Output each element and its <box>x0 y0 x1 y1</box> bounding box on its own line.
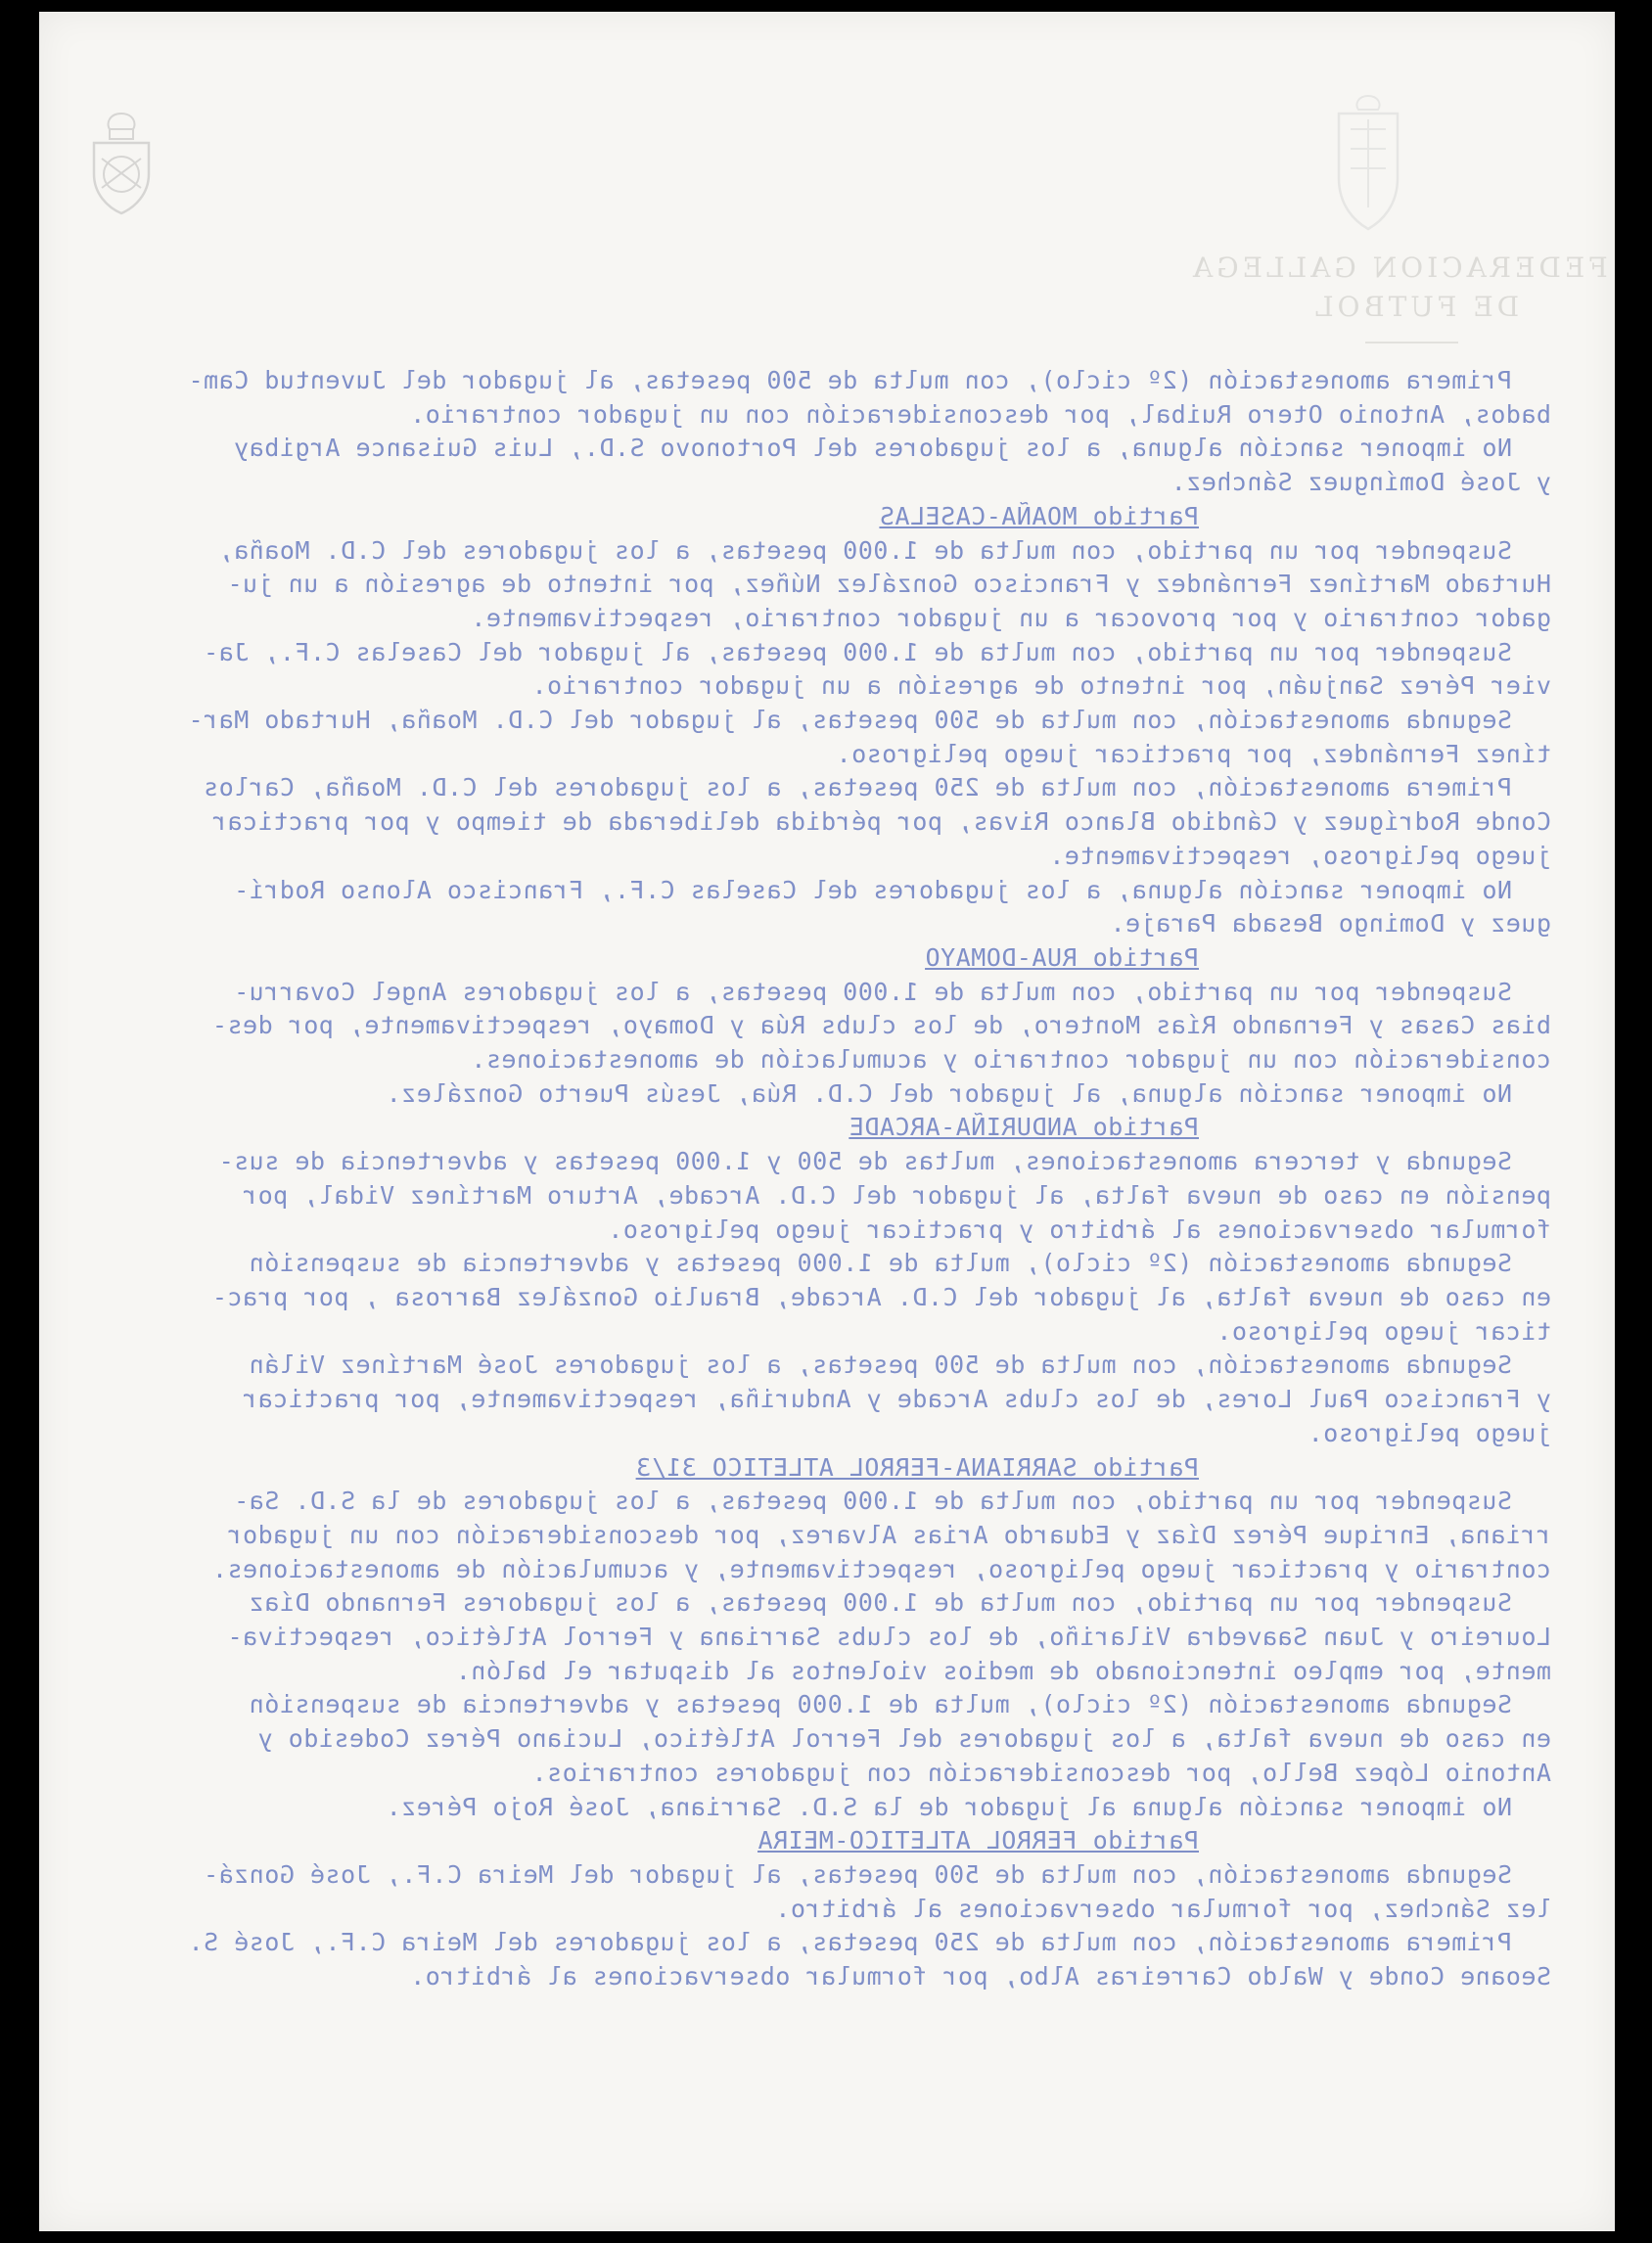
section-heading: Partido ANDURIÑA-ARCADE <box>849 1113 1199 1142</box>
text-line: bados, Antonio Otero Ruibal, por desconsideración con un jugador contrario. <box>409 399 1551 429</box>
text-line: en caso de nueva falta, al jugador del C.D. Arcade, Braulio González Barrosa , por prac- <box>211 1282 1551 1311</box>
text-line: juego peligroso. <box>1308 1418 1551 1447</box>
letterhead-line-2: DE FUTBOL <box>1311 291 1520 323</box>
text-line: rriana, Enrique Pérez Díaz y Eduardo Arias Alvarez, por desconsideración con un jugador <box>227 1520 1551 1549</box>
text-line: Primera amonestación, con multa de 250 pesetas, a los jugadores del Meira C.F., José S. <box>188 1928 1512 1957</box>
text-line: Seoane Conde y Waldo Carreiras Albo, por formular observaciones al árbitro. <box>409 1962 1551 1991</box>
text-line: No imponer sanción alguna, al jugador del C.D. Rúa, Jesús Puerto González. <box>386 1078 1512 1108</box>
binder-hole <box>1630 426 1652 435</box>
letterhead-line-1: FEDERACION GALLEGA <box>1189 252 1608 284</box>
text-line: vier Pérez Sanjuán, por intento de agresión a un jugador contrario. <box>531 671 1551 701</box>
text-line: mente, por empleo intencionado de medios violentos al disputar el balón. <box>455 1656 1551 1685</box>
binder-hole <box>1630 1143 1652 1153</box>
section-heading: Partido RUA-DOMAYO <box>925 942 1199 972</box>
text-line: No imponer sanción alguna, a los jugadores del Portonovo S.D., Luis Guisance Argibay <box>233 434 1512 463</box>
text-line: y José Domínguez Sánchez. <box>1170 468 1551 497</box>
text-line: No imponer sanción alguna, a los jugadores del Caselas C.F., Francisco Alonso Rodrí- <box>233 875 1512 904</box>
paper-sheet <box>39 12 1615 2231</box>
text-line: Segunda amonestación (2º ciclo), multa de 1.000 pesetas y advertencia de suspensión <box>249 1249 1512 1278</box>
show-through-text <box>39 12 1615 2231</box>
text-line: gador contrario y por provocar a un jugador contrario, respectivamente. <box>470 603 1551 632</box>
text-line: Conde Rodríguez y Cándido Blanco Rivas, por pérdida deliberada de tiempo y por practicar <box>211 807 1551 837</box>
section-heading: Partido MOAÑA-CASELAS <box>879 501 1199 530</box>
text-line: pensión en caso de nueva falta, al jugador del C.D. Arcade, Arturo Martínez Vidal, por <box>242 1180 1551 1210</box>
text-line: Segunda amonestación (2º ciclo), multa de 1.000 pesetas y advertencia de suspensión <box>249 1690 1512 1719</box>
text-line: Loureiro y Juan Saavedra Vilariño, de los clubs Sarriana y Ferrol Atlético, respectiva- <box>227 1623 1551 1652</box>
text-line: ticar juego peligroso. <box>1216 1316 1551 1346</box>
binder-hole <box>1630 145 1652 155</box>
text-line: Segunda amonestación, con multa de 500 pesetas, a los jugadores José Martínez Vilán <box>249 1350 1512 1380</box>
text-line: Primera amonestación, con multa de 250 pesetas, a los jugadores del C.D. Moaña, Carlos <box>203 773 1512 802</box>
text-line: Suspender por un partido, con multa de 1.000 pesetas, a los jugadores del C.D. Moaña, <box>218 535 1512 565</box>
text-line: Hurtado Martínez Fernández y Francisco González Núñez, por intento de agresión a un ju- <box>227 570 1551 599</box>
text-line: juego peligroso, respectivamente. <box>1048 841 1551 870</box>
text-line: Suspender por un partido, con multa de 1.000 pesetas, a los jugadores de la S.D. Sa- <box>233 1487 1512 1516</box>
document-body <box>113 364 1551 1994</box>
text-line: consideración con un jugador contrario y acumulación de amonestaciones. <box>470 1045 1551 1075</box>
binder-hole <box>1630 1846 1652 1855</box>
text-line: Suspender por un partido, con multa de 1.000 pesetas, a los jugadores Angel Covarru- <box>233 977 1512 1006</box>
text-line: Antonio López Bello, por desconsideración con jugadores contrarios. <box>531 1758 1551 1787</box>
text-line: y Francisco Paul Lores, de los clubs Arcade y Anduriña, respectivamente, por practicar <box>242 1385 1551 1414</box>
text-line: formular observaciones al árbitro y practicar juego peligroso. <box>607 1214 1551 1244</box>
text-line: Suspender por un partido, con multa de 1.000 pesetas, al jugador del Caselas C.F., Ja- <box>203 637 1512 666</box>
text-line: No imponer sanción alguna al jugador de la S.D. Sarriana, José Rojo Pérez. <box>386 1792 1512 1821</box>
text-line: lez Sánchez, por formular observaciones al árbitro. <box>774 1894 1551 1923</box>
text-line: Suspender por un partido, con multa de 1.000 pesetas, a los jugadores Fernando Díaz <box>249 1588 1512 1618</box>
text-line: Primera amonestación (2º ciclo), con multa de 500 pesetas, al jugador del Juventud Cam- <box>188 366 1512 394</box>
text-line: guez y Domingo Besada Paraje. <box>1110 909 1551 938</box>
text-line: Segunda amonestación, con multa de 500 pesetas, al jugador del C.D. Moaña, Hurtado Mar- <box>188 706 1512 735</box>
text-line: tínez Fernández, por practicar juego peligroso. <box>836 739 1551 768</box>
section-heading: Partido SARRIANA-FERROL ATLETICO 31/3 <box>635 1452 1199 1482</box>
text-line: bias Casas y Fernando Rías Montero, de los clubs Rúa y Domayo, respectivamente, por des- <box>211 1011 1551 1040</box>
text-line: en caso de nueva falta, a los jugadores del Ferrol Atlético, Luciano Pérez Codesido y <box>257 1724 1551 1754</box>
text-line: Segunda amonestación, con multa de 500 pesetas, al jugador del Meira C.F., José Gonzá- <box>203 1859 1512 1889</box>
section-heading: Partido FERROL ATLETICO-MEIRA <box>757 1826 1199 1855</box>
text-line: Segunda y tercera amonestaciones, multas de 500 y 1.000 pesetas y advertencia de sus- <box>218 1147 1512 1176</box>
text-line: contrario y practicar juego peligroso, respectivamente, y acumulación de amonestaciones. <box>211 1554 1551 1583</box>
